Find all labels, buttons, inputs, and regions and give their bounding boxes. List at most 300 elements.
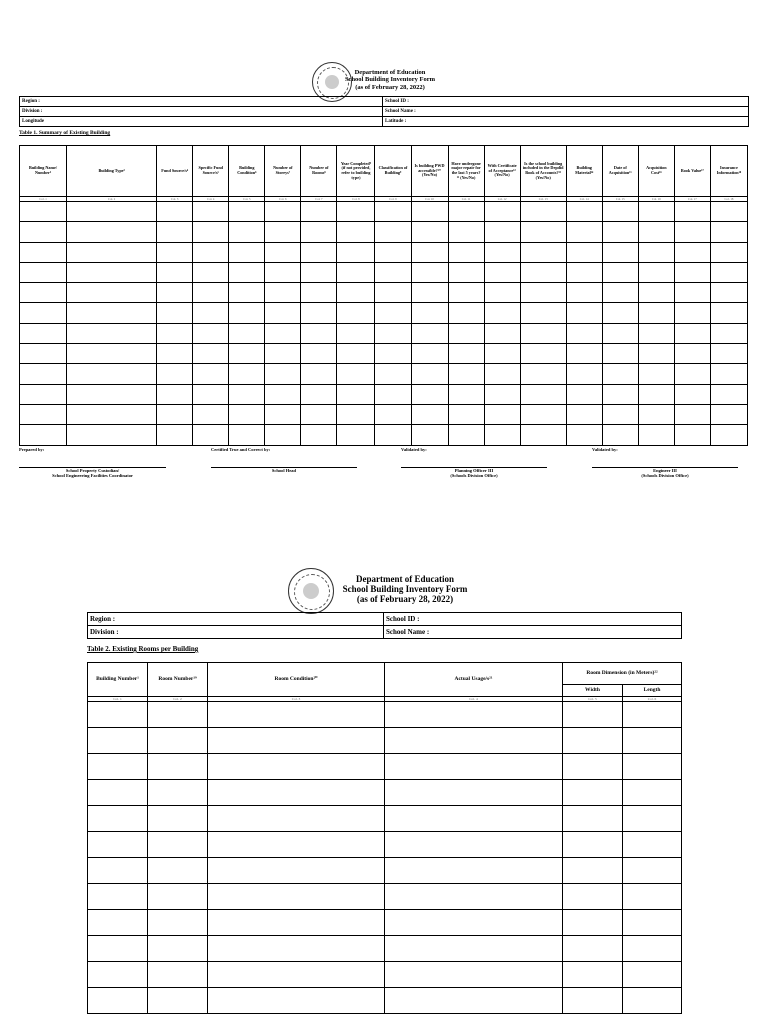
table-cell[interactable] [520, 425, 566, 445]
table-cell[interactable] [638, 425, 674, 445]
table-cell[interactable] [337, 202, 375, 222]
table-cell[interactable] [301, 242, 337, 262]
table-cell[interactable] [229, 262, 265, 282]
table-cell[interactable] [67, 344, 157, 364]
table-cell[interactable] [265, 384, 301, 404]
table-cell[interactable] [484, 425, 520, 445]
table-cell[interactable] [638, 323, 674, 343]
table-cell[interactable] [208, 728, 385, 754]
table-cell[interactable] [484, 283, 520, 303]
table-cell[interactable] [148, 884, 208, 910]
table-cell[interactable] [448, 303, 484, 323]
table-cell[interactable] [193, 323, 229, 343]
table-cell[interactable] [563, 988, 623, 1014]
table-cell[interactable] [602, 344, 638, 364]
table-cell[interactable] [229, 202, 265, 222]
table-cell[interactable] [602, 303, 638, 323]
table-cell[interactable] [193, 283, 229, 303]
table-cell[interactable] [674, 303, 710, 323]
table-cell[interactable] [265, 364, 301, 384]
table-cell[interactable] [602, 425, 638, 445]
table-cell[interactable] [710, 364, 747, 384]
table-cell[interactable] [674, 404, 710, 424]
table-cell[interactable] [448, 242, 484, 262]
table-cell[interactable] [563, 962, 623, 988]
table-cell[interactable] [208, 780, 385, 806]
table-cell[interactable] [375, 202, 411, 222]
table-cell[interactable] [638, 262, 674, 282]
table-cell[interactable] [375, 404, 411, 424]
table-cell[interactable] [674, 344, 710, 364]
table-cell[interactable] [193, 425, 229, 445]
table-cell[interactable] [229, 384, 265, 404]
table-cell[interactable] [67, 323, 157, 343]
table-cell[interactable] [88, 858, 148, 884]
table-cell[interactable] [301, 404, 337, 424]
table-cell[interactable] [448, 262, 484, 282]
table-cell[interactable] [710, 404, 747, 424]
table-cell[interactable] [88, 988, 148, 1014]
table-cell[interactable] [623, 806, 682, 832]
table-cell[interactable] [448, 364, 484, 384]
table-cell[interactable] [674, 425, 710, 445]
table-cell[interactable] [411, 283, 448, 303]
table-cell[interactable] [67, 262, 157, 282]
table-cell[interactable] [484, 262, 520, 282]
table-cell[interactable] [623, 780, 682, 806]
table-cell[interactable] [265, 344, 301, 364]
table-cell[interactable] [710, 384, 747, 404]
table-cell[interactable] [337, 283, 375, 303]
longitude-field[interactable]: Longitude [20, 117, 383, 127]
table-cell[interactable] [20, 262, 67, 282]
table-cell[interactable] [193, 222, 229, 242]
table-cell[interactable] [674, 202, 710, 222]
table-cell[interactable] [67, 283, 157, 303]
table-cell[interactable] [88, 702, 148, 728]
table-cell[interactable] [193, 364, 229, 384]
table-cell[interactable] [638, 202, 674, 222]
table-cell[interactable] [20, 344, 67, 364]
school-name-field[interactable]: School Name : [384, 626, 682, 639]
table-cell[interactable] [193, 384, 229, 404]
table-cell[interactable] [229, 404, 265, 424]
table-cell[interactable] [385, 702, 563, 728]
table-cell[interactable] [193, 303, 229, 323]
table-cell[interactable] [623, 858, 682, 884]
table-cell[interactable] [20, 242, 67, 262]
table-cell[interactable] [148, 754, 208, 780]
table-cell[interactable] [229, 242, 265, 262]
table-cell[interactable] [411, 323, 448, 343]
table-cell[interactable] [337, 344, 375, 364]
table-cell[interactable] [88, 754, 148, 780]
table-cell[interactable] [375, 384, 411, 404]
table-cell[interactable] [385, 962, 563, 988]
table-cell[interactable] [638, 384, 674, 404]
table-cell[interactable] [157, 242, 193, 262]
table-cell[interactable] [520, 202, 566, 222]
table-cell[interactable] [375, 222, 411, 242]
table-cell[interactable] [385, 832, 563, 858]
table-cell[interactable] [623, 884, 682, 910]
table-cell[interactable] [67, 303, 157, 323]
table-cell[interactable] [88, 832, 148, 858]
table-cell[interactable] [148, 936, 208, 962]
table-cell[interactable] [229, 344, 265, 364]
table-cell[interactable] [208, 884, 385, 910]
table-cell[interactable] [563, 780, 623, 806]
table-cell[interactable] [385, 858, 563, 884]
table-cell[interactable] [566, 262, 602, 282]
school-id-field[interactable]: School ID : [384, 613, 682, 626]
table-cell[interactable] [385, 754, 563, 780]
table-cell[interactable] [157, 283, 193, 303]
table-cell[interactable] [448, 404, 484, 424]
table-cell[interactable] [638, 222, 674, 242]
table-cell[interactable] [448, 344, 484, 364]
table-cell[interactable] [623, 936, 682, 962]
table-cell[interactable] [623, 962, 682, 988]
table-cell[interactable] [67, 364, 157, 384]
table-cell[interactable] [229, 323, 265, 343]
table-cell[interactable] [375, 242, 411, 262]
table-cell[interactable] [638, 364, 674, 384]
table-cell[interactable] [602, 323, 638, 343]
table-cell[interactable] [411, 425, 448, 445]
table-cell[interactable] [157, 384, 193, 404]
table-cell[interactable] [563, 754, 623, 780]
table-cell[interactable] [623, 728, 682, 754]
table-cell[interactable] [638, 303, 674, 323]
table-cell[interactable] [301, 303, 337, 323]
table-cell[interactable] [623, 910, 682, 936]
table-cell[interactable] [337, 222, 375, 242]
table-cell[interactable] [88, 962, 148, 988]
table-cell[interactable] [208, 936, 385, 962]
table-cell[interactable] [208, 754, 385, 780]
table-cell[interactable] [484, 384, 520, 404]
table-cell[interactable] [301, 262, 337, 282]
table-cell[interactable] [337, 323, 375, 343]
table-cell[interactable] [148, 806, 208, 832]
table-cell[interactable] [148, 962, 208, 988]
table-cell[interactable] [602, 384, 638, 404]
table-cell[interactable] [157, 303, 193, 323]
table-cell[interactable] [563, 728, 623, 754]
table-cell[interactable] [193, 344, 229, 364]
table-cell[interactable] [229, 364, 265, 384]
table-cell[interactable] [193, 262, 229, 282]
table-cell[interactable] [674, 364, 710, 384]
table-cell[interactable] [148, 910, 208, 936]
table-cell[interactable] [566, 404, 602, 424]
table-cell[interactable] [710, 303, 747, 323]
table-cell[interactable] [602, 283, 638, 303]
table-cell[interactable] [674, 323, 710, 343]
table-cell[interactable] [563, 702, 623, 728]
table-cell[interactable] [411, 344, 448, 364]
table-cell[interactable] [566, 425, 602, 445]
table-cell[interactable] [88, 884, 148, 910]
table-cell[interactable] [411, 384, 448, 404]
table-cell[interactable] [411, 242, 448, 262]
table-cell[interactable] [265, 303, 301, 323]
table-cell[interactable] [20, 222, 67, 242]
table-cell[interactable] [193, 404, 229, 424]
latitude-field[interactable]: Latitude : [383, 117, 749, 127]
table-cell[interactable] [20, 303, 67, 323]
table-cell[interactable] [208, 988, 385, 1014]
table-cell[interactable] [157, 202, 193, 222]
table-cell[interactable] [520, 242, 566, 262]
school-name-field[interactable]: School Name : [383, 107, 749, 117]
table-cell[interactable] [602, 364, 638, 384]
table-cell[interactable] [157, 404, 193, 424]
table-cell[interactable] [337, 364, 375, 384]
table-cell[interactable] [385, 728, 563, 754]
table-cell[interactable] [448, 384, 484, 404]
table-cell[interactable] [710, 425, 747, 445]
table-row [88, 988, 682, 1014]
table-cell[interactable] [385, 910, 563, 936]
table-cell[interactable] [484, 404, 520, 424]
table-cell[interactable] [638, 283, 674, 303]
table-cell[interactable] [602, 262, 638, 282]
table-cell[interactable] [520, 323, 566, 343]
table-cell[interactable] [385, 884, 563, 910]
school-id-field[interactable]: School ID : [383, 97, 749, 107]
table-cell[interactable] [710, 262, 747, 282]
table-cell[interactable] [638, 242, 674, 262]
table-cell[interactable] [602, 202, 638, 222]
table-cell[interactable] [157, 344, 193, 364]
table-cell[interactable] [67, 222, 157, 242]
table-cell[interactable] [337, 262, 375, 282]
table-cell[interactable] [67, 384, 157, 404]
table-cell[interactable] [67, 202, 157, 222]
table-cell[interactable] [411, 262, 448, 282]
table-cell[interactable] [623, 702, 682, 728]
table-cell[interactable] [208, 832, 385, 858]
table-cell[interactable] [710, 323, 747, 343]
table-cell[interactable] [520, 222, 566, 242]
table-cell[interactable] [229, 303, 265, 323]
division-field[interactable]: Division : [20, 107, 383, 117]
table-cell[interactable] [484, 202, 520, 222]
table-cell[interactable] [566, 323, 602, 343]
table-cell[interactable] [208, 702, 385, 728]
table-cell[interactable] [520, 404, 566, 424]
table-cell[interactable] [208, 858, 385, 884]
table-cell[interactable] [265, 323, 301, 343]
table-cell[interactable] [674, 262, 710, 282]
table-cell[interactable] [148, 780, 208, 806]
table-cell[interactable] [484, 364, 520, 384]
table-cell[interactable] [484, 323, 520, 343]
table-cell[interactable] [337, 303, 375, 323]
table-cell[interactable] [193, 202, 229, 222]
table-cell[interactable] [520, 262, 566, 282]
table-cell[interactable] [566, 242, 602, 262]
table-cell[interactable] [20, 202, 67, 222]
table-cell[interactable] [20, 323, 67, 343]
table-cell[interactable] [411, 303, 448, 323]
table-cell[interactable] [265, 283, 301, 303]
table-cell[interactable] [375, 323, 411, 343]
table-cell[interactable] [520, 283, 566, 303]
table-cell[interactable] [20, 364, 67, 384]
table-cell[interactable] [566, 384, 602, 404]
table-cell[interactable] [265, 404, 301, 424]
table-cell[interactable] [148, 702, 208, 728]
table-cell[interactable] [301, 425, 337, 445]
table-cell[interactable] [566, 283, 602, 303]
table-cell[interactable] [385, 988, 563, 1014]
table-cell[interactable] [563, 910, 623, 936]
table-cell[interactable] [148, 728, 208, 754]
table-cell[interactable] [375, 344, 411, 364]
table-cell[interactable] [157, 323, 193, 343]
table-cell[interactable] [20, 384, 67, 404]
table-cell[interactable] [229, 283, 265, 303]
table-cell[interactable] [710, 283, 747, 303]
table-cell[interactable] [265, 425, 301, 445]
table-cell[interactable] [208, 910, 385, 936]
table-cell[interactable] [148, 858, 208, 884]
table-cell[interactable] [710, 202, 747, 222]
table-cell[interactable] [337, 404, 375, 424]
table-cell[interactable] [301, 283, 337, 303]
region-field[interactable]: Region : [20, 97, 383, 107]
table-cell[interactable] [385, 936, 563, 962]
table-cell[interactable] [520, 303, 566, 323]
table-cell[interactable] [566, 222, 602, 242]
table-cell[interactable] [411, 364, 448, 384]
table-cell[interactable] [157, 222, 193, 242]
table-cell[interactable] [448, 222, 484, 242]
table-cell[interactable] [566, 303, 602, 323]
table-cell[interactable] [375, 262, 411, 282]
table-cell[interactable] [448, 283, 484, 303]
table-cell[interactable] [265, 222, 301, 242]
table-cell[interactable] [208, 806, 385, 832]
table-cell[interactable] [301, 344, 337, 364]
table-cell[interactable] [448, 202, 484, 222]
table-cell[interactable] [566, 344, 602, 364]
table-cell[interactable] [674, 222, 710, 242]
table-cell[interactable] [563, 936, 623, 962]
table-cell[interactable] [563, 884, 623, 910]
table-cell[interactable] [520, 384, 566, 404]
table-cell[interactable] [20, 283, 67, 303]
table-cell[interactable] [710, 242, 747, 262]
table-cell[interactable] [602, 222, 638, 242]
table-cell[interactable] [67, 425, 157, 445]
table-cell[interactable] [411, 222, 448, 242]
table-cell[interactable] [563, 832, 623, 858]
table-cell[interactable] [602, 404, 638, 424]
table-cell[interactable] [375, 303, 411, 323]
table-cell[interactable] [484, 344, 520, 364]
table-cell[interactable] [623, 988, 682, 1014]
table-cell[interactable] [265, 262, 301, 282]
table-cell[interactable] [563, 806, 623, 832]
table-cell[interactable] [337, 242, 375, 262]
table-cell[interactable] [674, 242, 710, 262]
table-cell[interactable] [484, 242, 520, 262]
table-cell[interactable] [88, 806, 148, 832]
table-cell[interactable] [301, 364, 337, 384]
table-cell[interactable] [385, 780, 563, 806]
table-cell[interactable] [375, 364, 411, 384]
table-cell[interactable] [157, 364, 193, 384]
table-cell[interactable] [88, 910, 148, 936]
table-cell[interactable] [67, 404, 157, 424]
division-field[interactable]: Division : [88, 626, 384, 639]
table-cell[interactable] [337, 425, 375, 445]
table-cell[interactable] [148, 832, 208, 858]
table-cell[interactable] [710, 222, 747, 242]
table-cell[interactable] [337, 384, 375, 404]
table-cell[interactable] [148, 988, 208, 1014]
table-cell[interactable] [448, 425, 484, 445]
table-cell[interactable] [20, 425, 67, 445]
table-cell[interactable] [88, 728, 148, 754]
table-cell[interactable] [88, 936, 148, 962]
table-cell[interactable] [710, 344, 747, 364]
table-cell[interactable] [566, 202, 602, 222]
table-cell[interactable] [638, 404, 674, 424]
table-cell[interactable] [623, 832, 682, 858]
table-cell[interactable] [638, 344, 674, 364]
table-cell[interactable] [193, 242, 229, 262]
table-cell[interactable] [229, 222, 265, 242]
table-cell[interactable] [375, 283, 411, 303]
table-cell[interactable] [67, 242, 157, 262]
school-info-table [87, 612, 682, 639]
table-cell[interactable] [157, 262, 193, 282]
table-cell[interactable] [229, 425, 265, 445]
table-cell[interactable] [566, 364, 602, 384]
table-cell[interactable] [448, 323, 484, 343]
table-cell[interactable] [411, 202, 448, 222]
table-cell[interactable] [602, 242, 638, 262]
table-cell[interactable] [301, 202, 337, 222]
table-cell[interactable] [301, 222, 337, 242]
table-cell[interactable] [484, 303, 520, 323]
table-cell[interactable] [208, 962, 385, 988]
table-cell[interactable] [674, 384, 710, 404]
table-cell[interactable] [411, 404, 448, 424]
table-cell[interactable] [88, 780, 148, 806]
table-cell[interactable] [520, 344, 566, 364]
table-cell[interactable] [484, 222, 520, 242]
table-cell[interactable] [375, 425, 411, 445]
table-cell[interactable] [157, 425, 193, 445]
region-field[interactable]: Region : [88, 613, 384, 626]
table-cell[interactable] [563, 858, 623, 884]
table-cell[interactable] [20, 404, 67, 424]
table-cell[interactable] [520, 364, 566, 384]
table-cell[interactable] [385, 806, 563, 832]
table-cell[interactable] [301, 323, 337, 343]
table-cell[interactable] [623, 754, 682, 780]
table-cell[interactable] [265, 202, 301, 222]
table-cell[interactable] [674, 283, 710, 303]
table-cell[interactable] [265, 242, 301, 262]
table-cell[interactable] [301, 384, 337, 404]
